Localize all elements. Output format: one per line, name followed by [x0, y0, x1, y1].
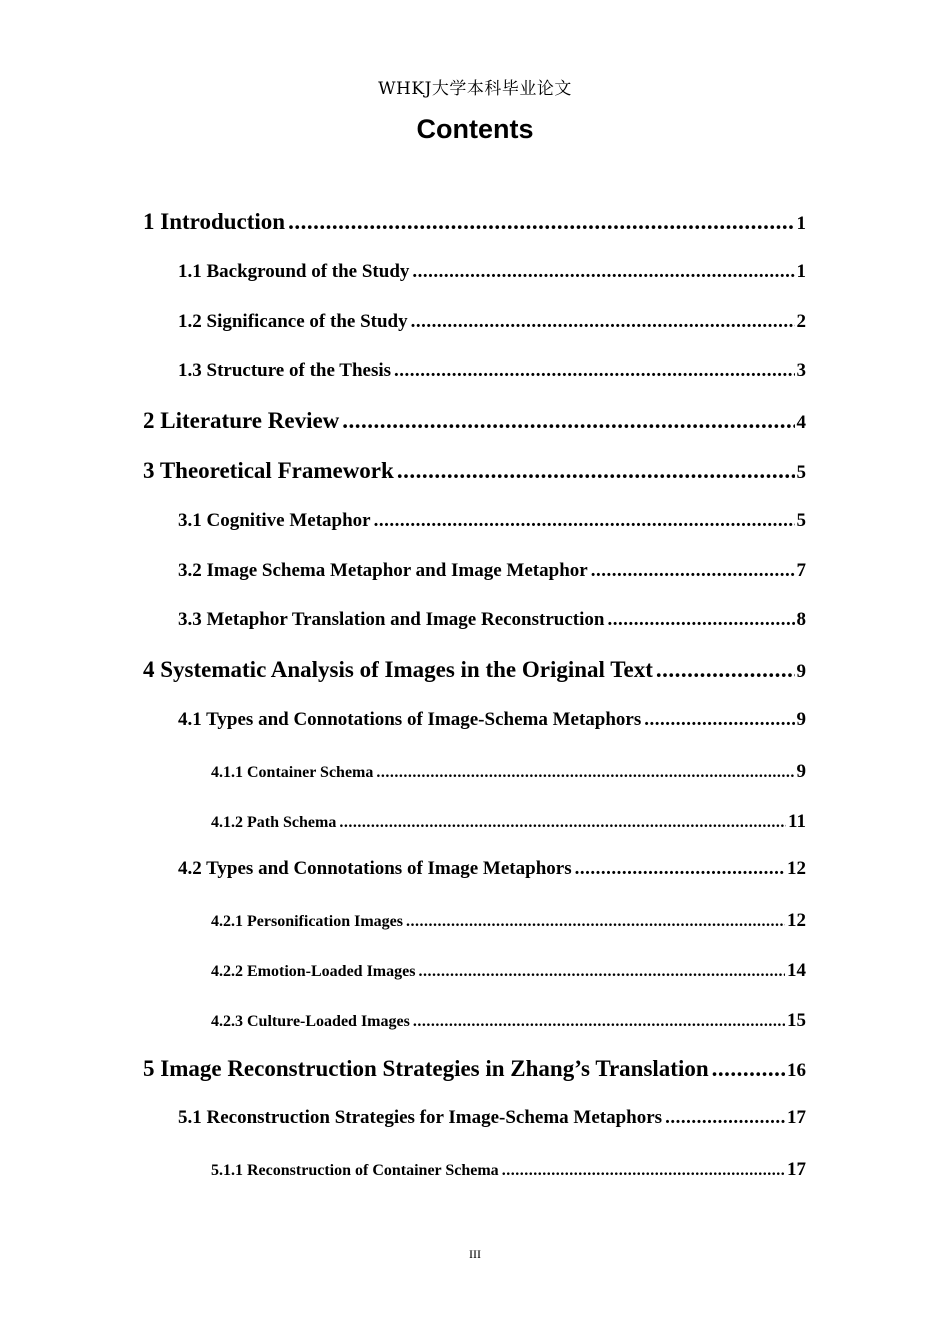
toc-entry-level-3[interactable] [211, 960, 806, 982]
toc-dot-leader [342, 408, 794, 434]
toc-dot-leader [656, 657, 795, 683]
toc-entry-level-2[interactable] [178, 858, 806, 880]
toc-entry-level-1[interactable] [143, 458, 806, 484]
toc-dot-leader [502, 1162, 785, 1180]
toc-entry-level-2[interactable] [178, 360, 806, 382]
toc-entry-page-number: 11 [788, 810, 806, 832]
toc-entry-page-number: 12 [787, 910, 806, 932]
toc-entry-page-number: 5 [796, 462, 806, 483]
toc-dot-leader [644, 709, 794, 731]
toc-entry-page-number: 7 [796, 559, 806, 581]
toc-dot-leader [394, 360, 794, 382]
toc-dot-leader [575, 858, 785, 880]
toc-entry-level-2[interactable] [178, 510, 806, 532]
toc-dot-leader [412, 261, 794, 283]
toc-entry-page-number: 14 [787, 960, 806, 981]
toc-entry-level-3[interactable] [211, 1010, 806, 1032]
toc-entry-page-number: 17 [787, 1107, 806, 1129]
page-title: Contents [416, 114, 534, 144]
toc-entry-label: 5.1 Reconstruction Strategies for Image-Schema Metaphors [178, 1107, 663, 1129]
toc-entry-level-3[interactable] [211, 910, 806, 932]
toc-entry-level-1[interactable] [143, 657, 806, 683]
toc-entry-label: 1.3 Structure of the Thesis [178, 360, 392, 382]
toc-entry-label: 4.2.2 Emotion-Loaded Images [211, 963, 416, 980]
toc-entry-page-number: 15 [787, 1009, 806, 1031]
toc-entry-label: 4.2.1 Personification Images [211, 913, 403, 931]
toc-entry-label: 2 Literature Review [143, 408, 340, 434]
toc-dot-leader [374, 510, 795, 532]
toc-entry-label: 4.2 Types and Connotations of Image Metaphors [178, 858, 572, 880]
toc-entry-page-number: 9 [796, 661, 806, 683]
toc-entry-page-number: 17 [787, 1159, 806, 1181]
toc-entry-label: 4.1 Types and Connotations of Image-Schema Metaphors [178, 709, 642, 730]
toc-dot-leader [413, 1013, 785, 1031]
toc-entry-label: 1 Introduction [143, 209, 286, 234]
toc-dot-leader [607, 609, 794, 631]
toc-entry-label: 5 Image Reconstruction Strategies in Zhang’s Translation [143, 1055, 709, 1081]
toc-entry-level-3[interactable] [211, 1159, 806, 1181]
toc-entry-page-number: 5 [796, 509, 806, 531]
toc-entry-level-1[interactable] [143, 408, 806, 434]
toc-entry-label: 4.1.2 Path Schema [211, 813, 337, 831]
toc-dot-leader [339, 814, 786, 832]
toc-dot-leader [288, 209, 794, 235]
toc-entry-page-number: 12 [787, 858, 806, 880]
toc-entry-level-2[interactable] [178, 609, 806, 631]
toc-entry-label: 4.2.3 Culture-Loaded Images [211, 1012, 410, 1030]
toc-dot-leader [376, 764, 794, 782]
toc-entry-page-number: 2 [796, 310, 806, 332]
toc-entry-level-3[interactable] [211, 811, 806, 833]
toc-entry-level-3[interactable] [211, 761, 806, 783]
toc-dot-leader [411, 311, 795, 333]
toc-dot-leader [406, 913, 785, 931]
toc-entry-label: 3.3 Metaphor Translation and Image Reconstruction [178, 609, 605, 631]
toc-entry-label: 4 Systematic Analysis of Images in the Original Text [143, 657, 653, 683]
toc-dot-leader [397, 458, 795, 484]
toc-entry-label: 5.1.1 Reconstruction of Container Schema [211, 1162, 499, 1180]
toc-entry-label: 1.1 Background of the Study [178, 260, 410, 282]
toc-entry-level-2[interactable] [178, 311, 806, 333]
toc-entry-level-1[interactable] [143, 1056, 806, 1082]
toc-entry-page-number: 1 [796, 213, 806, 234]
toc-entry-page-number: 1 [796, 260, 806, 282]
toc-entry-page-number: 8 [796, 609, 806, 631]
toc-dot-leader [418, 963, 785, 981]
toc-entry-page-number: 16 [787, 1059, 806, 1081]
toc-dot-leader [591, 560, 795, 582]
toc-entry-level-1[interactable] [143, 209, 806, 235]
toc-entry-level-2[interactable] [178, 560, 806, 582]
toc-dot-leader [712, 1056, 785, 1082]
toc-entry-level-2[interactable] [178, 1107, 806, 1129]
toc-entry-level-2[interactable] [178, 261, 806, 283]
running-header: WHKJ大学本科毕业论文 [378, 79, 572, 99]
toc-entry-page-number: 3 [796, 360, 806, 382]
toc-entry-label: 3.1 Cognitive Metaphor [178, 509, 371, 531]
page-number: III [469, 1247, 481, 1261]
toc-entry-label: 3 Theoretical Framework [143, 458, 394, 483]
toc-entry-page-number: 4 [796, 412, 806, 434]
toc-dot-leader [665, 1107, 785, 1129]
toc-entry-label: 1.2 Significance of the Study [178, 310, 408, 332]
toc-entry-label: 3.2 Image Schema Metaphor and Image Metaphor [178, 559, 588, 581]
toc-entry-page-number: 9 [796, 709, 806, 730]
toc-entry-level-2[interactable] [178, 709, 806, 731]
toc-entry-label: 4.1.1 Container Schema [211, 763, 374, 781]
toc-entry-page-number: 9 [796, 760, 806, 782]
